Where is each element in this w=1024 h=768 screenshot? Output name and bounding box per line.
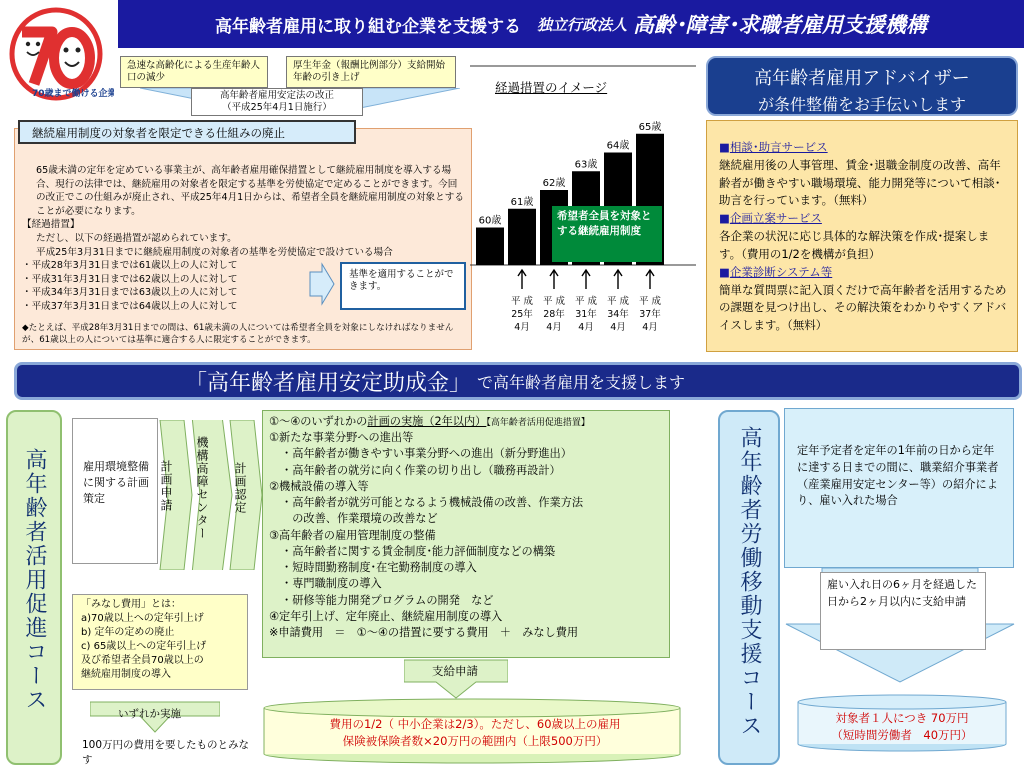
chart-title: 経過措置のイメージ (495, 80, 608, 95)
transition-line-1: ただし、以下の経過措置が認められています。 (36, 233, 237, 245)
chart-up-arrow-icon (518, 270, 526, 289)
chart-tick-label: 25年 (511, 309, 533, 320)
measures-heading-underlined: 計画の実施（2年以内） (367, 415, 487, 428)
deemed-line: 及び希望者全員70歳以上の (81, 655, 204, 666)
apply-criteria-note: 基準を適用することができます。 (340, 262, 466, 310)
chart-bar-label: 65歳 (638, 121, 662, 133)
pension-note: 厚生年金（報酬比例部分）支給開始年齢の引き上げ (286, 56, 456, 88)
measure-item: ・専門職制度の導入 (281, 577, 382, 591)
hire-condition-box: 定年予定者を定年の1年前の日から定年に達する日までの間に、職業紹介事業者（産業雇用安定センター等）の紹介により、雇い入れた場合 (784, 408, 1014, 568)
chart-up-arrow-icon (614, 270, 622, 289)
deemed-line: a)70歳以上への定年引上げ (81, 613, 204, 624)
right-amount-text: 対象者１人につき 70万円 （短時間労働者 40万円） (831, 711, 973, 742)
subsidy-title: 「高年齢者雇用安定助成金」 (185, 370, 472, 396)
chart-bar-label: 64歳 (606, 140, 630, 152)
service-diagnosis (719, 264, 1007, 282)
explanation-body (22, 164, 464, 346)
service-diagnosis-desc: 簡単な質問票に記入頂くだけで高年齢者を活用するための課題を見つけ出し、その解決策をわかりやすくアドバイスします。（無料） (719, 282, 1007, 333)
square-bullet-icon: ■ (719, 264, 730, 279)
measure-item: ③高年齢者の雇用管理制度の整備 (269, 528, 436, 542)
service-consult (719, 139, 1007, 157)
chart-bar-label: 61歳 (510, 196, 534, 208)
deemed-line: b) 定年の定めの廃止 (81, 627, 175, 638)
measures-heading-bracket: 【高年齢者活用促進措置】 (486, 418, 590, 428)
measure-item: ①新たな事業分野への進出等 (269, 431, 414, 445)
advisor-title: 高年齢者雇用アドバイザー (754, 68, 970, 89)
logo-70-icon (4, 4, 114, 104)
service-plan-desc: 各企業の状況に応じ具体的な解決策を作成･提案します。（費用の1/2を機構が負担） (719, 229, 990, 261)
transition-heading: 【経過措置】 (22, 219, 80, 231)
service-consult-desc: 継続雇用後の人事管理、賃金･退職金制度の改善、高年齢者が働きやすい職場環境、能力開発等について相談･助言を行っています。（無料） (719, 157, 1001, 208)
chart-tick-label: 4月 (642, 322, 658, 333)
subsidy-banner (14, 362, 1022, 400)
deemed-cost-text: 100万円の費用を要したものとみなす (82, 739, 250, 766)
measure-item: の改善、作業環境の改善など (281, 512, 438, 526)
header-org-prefix: 独立行政法人 (536, 15, 627, 34)
measure-item: ・高年齢者が働きやすい事業分野への進出（新分野進出） (281, 447, 572, 461)
chart (470, 60, 702, 350)
plan-box: 雇用環境整備に関する計画策定 (72, 418, 158, 564)
right-course-label: 高年齢者労働移動支援コース (737, 426, 762, 738)
chart-tick-label: 平 成 (574, 296, 598, 307)
chart-tick-label: 4月 (546, 322, 562, 333)
advisor-subtitle: が条件整備をお手伝いします (757, 95, 966, 114)
either-label: いずれか実施 (118, 708, 181, 720)
reform-title: 高年齢者雇用安定法の改正 (219, 90, 334, 101)
deemed-line: 継続雇用制度の導入 (81, 669, 171, 680)
square-bullet-icon: ■ (719, 211, 730, 226)
logo-tagline: 70歳まで働ける企業 (32, 89, 114, 99)
measures-heading: ①～④のいずれかの計画の実施（2年以内）【高年齢者活用促進措置】 (269, 415, 590, 428)
measure-item: ・研修等能力開発プログラムの開発 など (281, 593, 494, 607)
chart-bar-label: 63歳 (574, 159, 598, 171)
left-amount-text: 費用の1/2（ 中小企業は2/3）。ただし、60歳以上の雇用 保険被保険者数×20万円の範囲内（上限500万円） (329, 717, 621, 748)
reform-box (191, 88, 363, 116)
rule-item: ・平成34年3月31日までは63歳以上の人に対して (22, 287, 238, 299)
measure-item: ②機械設備の導入等 (269, 479, 369, 493)
header-org-name: 高齢･障害･求職者雇用支援機構 (633, 13, 927, 37)
square-bullet-icon: ■ (719, 140, 730, 154)
header-title: 高年齢者雇用に取り組む企業を支援する (214, 16, 521, 37)
chart-tick-label: 平 成 (542, 296, 566, 307)
abolish-box: 継続雇用制度の対象者を限定できる仕組みの廃止 (18, 120, 356, 144)
chart-tick-label: 4月 (514, 322, 530, 333)
service-consult-link[interactable]: 相談･助言サービス (729, 140, 828, 154)
chart-up-arrow-icon (550, 270, 558, 289)
advisor-header (706, 56, 1018, 116)
rule-item: ・平成28年3月31日までは61歳以上の人に対して (22, 260, 238, 272)
chart-up-arrow-icon (582, 270, 590, 289)
deemed-cost-box (72, 594, 248, 690)
rule-item: ・平成37年3月31日までは64歳以上の人に対して (22, 301, 238, 313)
chart-tick-label: 平 成 (606, 296, 630, 307)
measure-item: ※申請費用 ＝ ①～④の措置に要する費用 ＋ みなし費用 (269, 626, 579, 640)
center-step: 機構高障センター (195, 436, 209, 540)
chart-bar (476, 228, 504, 266)
chart-tick-label: 平 成 (638, 296, 662, 307)
chart-tick-label: 4月 (578, 322, 594, 333)
left-course-label: 高年齢者活用促進コース (22, 448, 47, 712)
chart-bar (508, 209, 536, 265)
measure-item: ・短時間勤務制度･在宅勤務制度の導入 (281, 561, 477, 575)
chart-tick-label: 37年 (639, 309, 661, 320)
chart-tick-label: 31年 (575, 309, 597, 320)
deemed-line: 「みなし費用」とは： (81, 599, 181, 610)
example-note: ◆たとえば、平成28年3月31日までの間は、61歳未満の人については希望者全員を対象にしなければなりませんが、61歳以上の人については基準に適合する人に限定することができます。 (22, 322, 454, 345)
advisor-panel (706, 120, 1018, 352)
measure-item: ・高年齢者が就労可能となるよう機械設備の改善、作業方法 (281, 496, 584, 510)
chart-tick-label: 28年 (543, 309, 565, 320)
chart-tick-label: 34年 (607, 309, 629, 320)
chart-tick-label: 平 成 (510, 296, 534, 307)
measure-item: ・高年齢者の就労に向く作業の切り出し（職務再設計） (281, 463, 561, 477)
logo (4, 4, 114, 104)
measure-item: ④定年引上げ、定年廃止、継続雇用制度の導入 (269, 609, 503, 623)
explanation-paragraph: 65歳未満の定年を定めている事業主が、高年齢者雇用確保措置として継続雇用制度を導入する場合、現行の法律では、継続雇用の対象者を限定する基準を労使協定で定めることができます。今回の改正でこの仕組みが廃止され、平成25年4月1日からは、希望者全員を継続雇用制度の対象とすることが必要になります。 (36, 165, 464, 217)
chart-bar-label: 60歳 (478, 215, 502, 227)
chart-tick-label: 4月 (610, 322, 626, 333)
chart-callout: 希望者全員を対象とする継続雇用制度 (552, 206, 662, 262)
chart-bar-label: 62歳 (542, 178, 566, 189)
chart-up-arrow-icon (646, 270, 654, 289)
subsidy-subtitle: で高年齢者雇用を支援します (477, 372, 686, 392)
plan-apply-step: 計画申請 (159, 460, 173, 512)
service-plan (719, 210, 1007, 228)
transition-line-2: 平成25年3月31日までに継続雇用制度の対象者の基準を労使協定で設けている場合 (36, 246, 393, 258)
service-plan-link[interactable]: 企画立案サービス (729, 211, 822, 226)
service-diagnosis-link[interactable]: 企業診断システム等 (729, 264, 833, 279)
apply-label: 支給申請 (432, 664, 478, 678)
rule-item: ・平成31年3月31日までは62歳以上の人に対して (22, 273, 238, 285)
aging-note: 急速な高齢化による生産年齢人口の減少 (120, 56, 268, 88)
right-arrow-icon (308, 262, 336, 306)
header-bar (118, 0, 1024, 48)
plan-approve-step: 計画認定 (233, 462, 247, 514)
measure-item: ・高年齢者に関する賃金制度･能力評価制度などの構築 (281, 544, 556, 558)
reform-date: （平成25年4月1日施行） (222, 101, 332, 113)
measures-box (262, 410, 670, 658)
deemed-line: c) 65歳以上への定年引上げ (81, 641, 207, 652)
apply-window-box: 雇い入れ日の6ヶ月を経過した日から2ヶ月以内に支給申請 (820, 572, 986, 650)
